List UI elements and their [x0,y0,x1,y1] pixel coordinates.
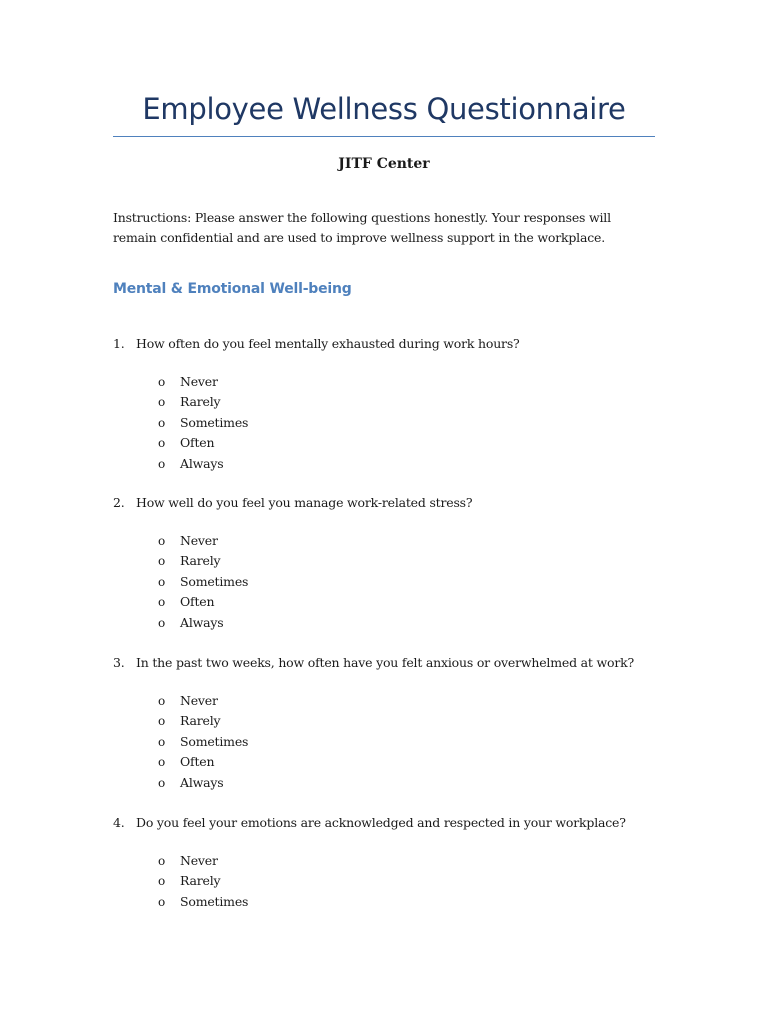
bullet-icon: o [158,734,166,749]
option-label: Rarely [180,394,221,410]
bullet-icon: o [158,375,166,389]
organization-name: JITF Center [338,156,430,172]
document-title: Employee Wellness Questionnaire [142,92,626,126]
answer-options [113,531,655,633]
bullet-icon: o [158,894,166,909]
answer-options [113,851,655,912]
answer-option[interactable] [113,711,655,731]
document-page [113,0,655,1024]
answer-option[interactable] [113,433,655,453]
answer-option[interactable] [113,454,655,474]
question-number: 1. [113,336,125,351]
bullet-icon: o [158,456,166,471]
bullet-icon: o [158,694,166,708]
option-label: Sometimes [180,414,249,430]
answer-option[interactable] [113,892,655,912]
question-prompt: How often do you feel mentally exhausted during work hours? [136,336,520,351]
bullet-icon: o [158,415,166,430]
option-label: Never [180,693,218,708]
answer-option[interactable] [113,871,655,891]
question-number: 4. [113,815,125,830]
answer-option[interactable] [113,531,655,551]
option-label: Always [180,614,224,630]
answer-option[interactable] [113,392,655,412]
question-text [113,334,655,354]
answer-option[interactable] [113,752,655,772]
bullet-icon: o [158,775,166,790]
option-label: Rarely [180,713,221,729]
bullet-icon: o [158,714,166,729]
option-label: Often [180,435,215,451]
section-heading: Mental & Emotional Well-being [113,281,352,297]
answer-option[interactable] [113,851,655,871]
bullet-icon: o [158,595,166,610]
question-text [113,813,655,833]
option-label: Always [180,455,224,471]
question-text [113,493,655,513]
option-label: Never [180,374,218,389]
bullet-icon: o [158,574,166,589]
bullet-icon: o [158,436,166,451]
bullet-icon: o [158,874,166,889]
title-underline [113,136,655,137]
answer-option[interactable] [113,773,655,793]
question-4 [113,813,655,912]
option-label: Sometimes [180,573,249,589]
bullet-icon: o [158,534,166,548]
option-label: Rarely [180,553,221,569]
answer-option[interactable] [113,372,655,392]
option-label: Never [180,533,218,548]
question-2 [113,493,655,633]
question-text [113,653,655,673]
question-number: 2. [113,495,125,510]
answer-option[interactable] [113,691,655,711]
question-prompt: How well do you feel you manage work-related stress? [136,495,473,510]
bullet-icon: o [158,554,166,569]
option-label: Rarely [180,873,221,889]
answer-option[interactable] [113,551,655,571]
question-prompt: Do you feel your emotions are acknowledged and respected in your workplace? [136,815,626,830]
instructions-paragraph: Instructions: Please answer the following questions honestly. Your responses will remain confidential and are used to improve wellness support in the workplace. [113,210,611,245]
answer-option[interactable] [113,413,655,433]
answer-options [113,691,655,793]
option-label: Always [180,774,224,790]
bullet-icon: o [158,854,166,868]
bullet-icon: o [158,755,166,770]
question-3 [113,653,655,793]
answer-option[interactable] [113,572,655,592]
option-label: Sometimes [180,733,249,749]
answer-options [113,372,655,474]
answer-option[interactable] [113,732,655,752]
question-number: 3. [113,655,125,670]
option-label: Often [180,754,215,770]
option-label: Often [180,594,215,610]
bullet-icon: o [158,395,166,410]
question-prompt: In the past two weeks, how often have you felt anxious or overwhelmed at work? [136,655,634,670]
answer-option[interactable] [113,613,655,633]
question-1 [113,334,655,474]
option-label: Sometimes [180,893,249,909]
answer-option[interactable] [113,592,655,612]
option-label: Never [180,853,218,868]
bullet-icon: o [158,615,166,630]
